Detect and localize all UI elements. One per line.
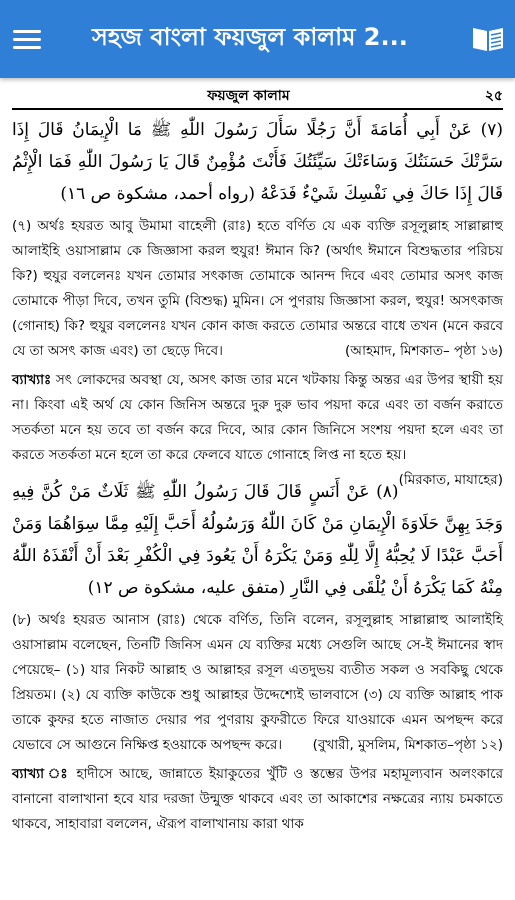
hadith-8-arabic: (٨) عَنْ أَنَسٍ قَالَ قَالَ رَسُولُ اللّٰهِ ﷺ ثَلَاثٌ مَنْ كُنَّ فِيهِ وَجَدَ بِهِنَّ حَلَاوَةَ الْإِيمَانِ مَنْ كَانَ اللّٰهُ وَرَسُولُهُ أَحَبَّ إِلَيْهِ مِمَّا سِوَاهُمَا وَمَنْ أَحَبَّ عَبْدًا لَا يُحِبُّهُ إِلَّا لِلّٰهِ وَمَنْ يَكْرَهُ أَنْ يَعُودَ فِي الْكُفْرِ بَعْدَ أَنْ أَنْقَذَهُ اللّٰهُ مِنْهُ كَمَا يَكْرَهُ أَنْ يُلْقَى فِي النَّارِ (متفق عليه، مشكوة ص ١٢) (12, 482, 503, 598)
menu-button[interactable] (0, 0, 54, 78)
app-title: সহজ বাংলা ফয়জুল কালাম 2... (92, 23, 408, 51)
hadith-8-translation (12, 608, 503, 758)
hadith-7-reference: (আহমাদ, মিশকাত– পৃষ্ঠা ১৬) (344, 343, 503, 359)
hadith-8-reference: (বুখারী, মুসলিম, মিশকাত–পৃষ্ঠা ১২) (312, 737, 503, 753)
book-page[interactable] (0, 78, 515, 900)
app-bar (0, 0, 515, 78)
explanation-label: ব্যাখ্যা ঃ (12, 766, 70, 782)
hadith-7-arabic: (٧) عَنْ أَبِي أُمَامَةَ أَنَّ رَجُلًا سَأَلَ رَسُولَ اللّٰهِ ﷺ مَا الْإِيمَانُ قَالَ إِذَا سَرَّتْكَ حَسَنَتُكَ وَسَاءَتْكَ سَيِّئَتُكَ فَأَنْتَ مُؤْمِنٌ قَالَ يَا رَسُولَ اللّٰهِ فَمَا الْإِثْمُ قَالَ إِذَا حَاكَ فِي نَفْسِكَ شَيْءٌ فَدَعْهُ (رواه أحمد، مشكوة ص ١٦) (12, 120, 503, 204)
page-header (12, 84, 503, 110)
hadith-8-explanation (12, 762, 503, 837)
open-book-icon (471, 25, 505, 53)
hadith-7-explanation-text: সৎ লোকদের অবস্থা যে, অসৎ কাজ তার মনে খটকায় কিন্তু অন্তর এর উপর স্থায়ী হয় না। কিংবা এই অর্থ যে কোন জিনিস অন্তরে দুরু দুরু ভাব পয়দা করে এবং তা বর্জন করাতে সতর্কতা মনে হয় তবে তা বর্জন করে দিবে, আর কোন জিনিসে সংশয় পয়দা হলে এবং তা করতে সতর্কতা মনে হলে তা করে ফেলবে যাতে গোনাহে লিপ্ত না হতে হয়। (12, 372, 503, 463)
hadith-7-explanation (12, 368, 503, 488)
explanation-label: ব্যাখ্যাঃ (12, 372, 52, 388)
hadith-7-translation (12, 214, 503, 364)
page-header-title: ফয়জুল কালাম (207, 88, 290, 104)
page-number: ২৫ (484, 88, 503, 104)
hadith-7-translation-text: (৭) অর্থঃ হযরত আবু উমামা বাহেলী (রাঃ) হতে বর্ণিত যে এক ব্যক্তি রসূলুল্লাহ সাল্লাল্লাহু আলাইহি ওয়াসাল্লাম কে জিজ্ঞাসা করল হুযুর! ঈমান কি? (অর্থাৎ ঈমানে বিশুদ্ধতার পরিচয় কি?) হুযুর বললেনঃ যখন তোমার সৎকাজ তোমাকে আনন্দ দিবে এবং তোমার অসৎ কাজ তোমাকে পীড়া দিবে, তখন তুমি (বিশুদ্ধ) মুমিন। সে পুণরায় জিজ্ঞাসা করল, হুযুর! অসৎকাজ (গোনাহ) কি? হুযুর বললেনঃ যখন কোন কাজ করতে তোমার অন্তরে বাধে তখন (মনে করবে যে তা অসৎ কাজ এবং) তা ছেড়ে দিবে। (12, 218, 503, 359)
hadith-7-explanation-reference: (মিরকাত, মাযাহের) (398, 472, 503, 488)
hadith-8-translation-text: (৮) অর্থঃ হযরত আনাস (রাঃ) থেকে বর্ণিত, তিনি বলেন, রসূলুল্লাহ সাল্লাল্লাহু আলাইহি ওয়াসাল্লাম বলেছেন, তিনটি জিনিস এমন যে ব্যক্তির মধ্যে সেগুলি আছে সে-ই ঈমানের স্বাদ পেয়েছে– (১) যার নিকট আল্লাহ ও আল্লাহর রসূল এতদুভয় ব্যতীত সকল ও সবকিছু থেকে প্রিয়তম। (২) যে ব্যক্তি কাউকে শুধু আল্লাহর উদ্দেশ্যেই ভালবাসে (৩) যে ব্যক্তি আল্লাহ পাক তাকে কুফর হতে নাজাত দেয়ার পর পুণরায় কুফরীতে ফিরে যাওয়াকে এমন অপছন্দ করে যেভাবে সে আগুনে নিক্ষিপ্ত হওয়াকে অপছন্দ করে। (12, 612, 503, 753)
book-button[interactable] (461, 0, 515, 78)
hamburger-icon (13, 38, 41, 41)
hadith-8-explanation-text: হাদীসে আছে, জান্নাতে ইয়াকুতের খুঁটি ও স্তম্ভের উপর মহামূল্যবান অলংকারে বানানো বালাখানা হবে যার দরজা উন্মুক্ত থাকবে এবং তা আকাশের নক্ষত্রের ন্যায় চমকাতে থাকবে, সাহাবারা বললেন, ঐরূপ বালাখানায় কারা থাক (12, 766, 503, 832)
